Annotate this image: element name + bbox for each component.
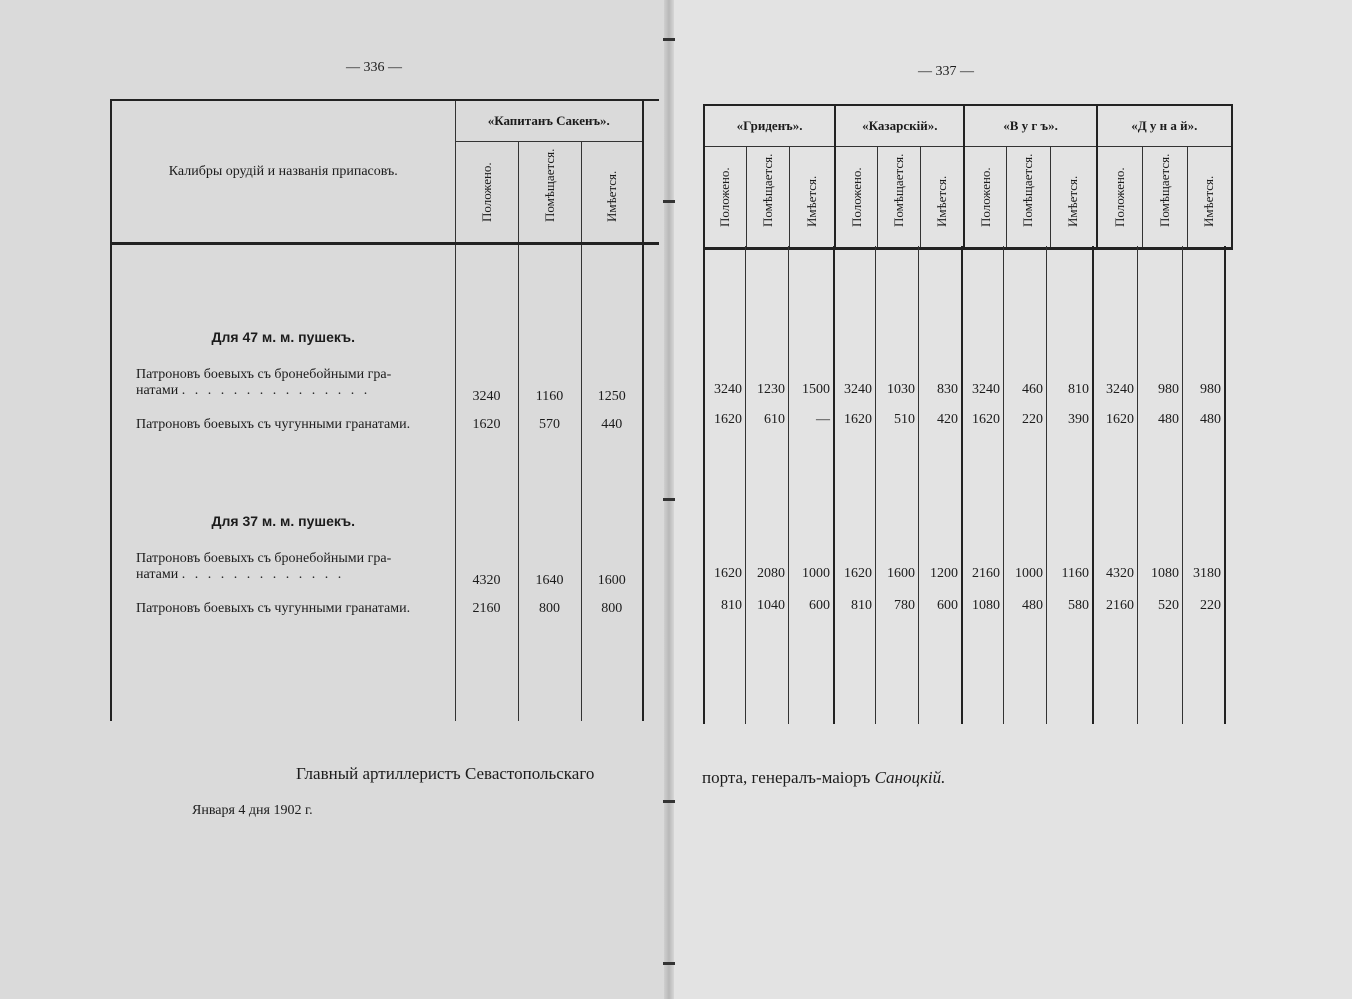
value-cell: 440 <box>581 405 643 437</box>
col-label <box>921 147 963 247</box>
col-label-text: Положено. <box>1111 167 1127 227</box>
value-cell: 3180 <box>1193 566 1221 581</box>
value-cell: 1000 <box>1015 566 1043 581</box>
value-cell: 520 <box>1158 598 1179 613</box>
value-cell: 1500 <box>802 382 830 397</box>
value-cell: 810 <box>851 598 872 613</box>
col-label-text: Положено. <box>848 167 864 227</box>
value-cell: 2080 <box>757 566 785 581</box>
col-label-imeetsya: Имѣется. <box>603 170 619 222</box>
col-label-text: Имѣется. <box>804 175 820 227</box>
table-column <box>1182 246 1226 724</box>
value-cell: 4320 <box>455 537 518 589</box>
col-label <box>1188 147 1231 247</box>
row-label: Патроновъ боевыхъ съ чугунными гранатами. <box>111 589 455 621</box>
value-cell: 830 <box>937 382 958 397</box>
value-cell: 220 <box>1022 412 1043 427</box>
value-cell: 1080 <box>972 598 1000 613</box>
left-table <box>110 99 659 721</box>
value-cell: 510 <box>894 412 915 427</box>
ship-header: «В у г ъ». <box>964 105 1096 147</box>
value-cell: 1160 <box>1061 566 1089 581</box>
col-label <box>1051 147 1096 247</box>
col-label <box>747 147 789 247</box>
row-label: Патроновъ боевыхъ съ чугунными гранатами. <box>111 405 455 437</box>
col-label <box>790 147 834 247</box>
value-cell: 580 <box>1068 598 1089 613</box>
value-cell: 1230 <box>757 382 785 397</box>
col-label-pomeshchaetsya: Помѣщается. <box>541 148 557 222</box>
value-cell: 800 <box>518 589 581 621</box>
value-cell: 980 <box>1158 382 1179 397</box>
value-cell: 220 <box>1200 598 1221 613</box>
value-cell: 980 <box>1200 382 1221 397</box>
right-table <box>703 104 1233 250</box>
col-label <box>878 147 920 247</box>
col-label-text: Положено. <box>977 167 993 227</box>
table-row <box>111 537 659 589</box>
value-cell: 3240 <box>455 353 518 405</box>
footer-name: Саноцкій. <box>874 768 946 787</box>
footer-signature-right <box>702 768 945 788</box>
col-label-polozheno: Положено. <box>478 162 494 222</box>
value-cell: 390 <box>1068 412 1089 427</box>
value-cell: 1040 <box>757 598 785 613</box>
value-cell: 480 <box>1022 598 1043 613</box>
table-column <box>1046 246 1092 724</box>
col-label-text: Помѣщается. <box>891 153 907 227</box>
row-label: Патроновъ боевыхъ съ бронебойными гра- <box>136 367 392 382</box>
col-label <box>836 147 877 247</box>
value-cell: 1080 <box>1151 566 1179 581</box>
page-number-left: — 336 — <box>346 60 402 75</box>
col-label <box>1143 147 1187 247</box>
col-label-text: Положено. <box>717 167 733 227</box>
value-cell: 2160 <box>455 589 518 621</box>
col-label-text: Имѣется. <box>934 175 950 227</box>
leader-dots: . . . . . . . . . . . . . . . <box>181 383 371 398</box>
ship-header: «Казарскій». <box>835 105 964 147</box>
caliber-header: Калибры орудій и названія припасовъ. <box>111 100 455 244</box>
table-column <box>918 246 961 724</box>
value-cell: 1000 <box>802 566 830 581</box>
table-column <box>745 246 788 724</box>
section-title: Для 37 м. м. пушекъ. <box>111 437 455 537</box>
value-cell: 3240 <box>1106 382 1134 397</box>
binding-stitch <box>663 498 675 501</box>
ship-header-saken: «Капитанъ Сакенъ». <box>455 100 643 142</box>
value-cell: 1250 <box>581 353 643 405</box>
value-cell: 1600 <box>887 566 915 581</box>
col-label <box>705 147 746 247</box>
value-cell: 810 <box>1068 382 1089 397</box>
row-label-cont: натами <box>136 567 179 582</box>
value-cell: 460 <box>1022 382 1043 397</box>
value-cell: 1620 <box>1106 412 1134 427</box>
value-cell: 600 <box>809 598 830 613</box>
table-column <box>961 246 1003 724</box>
table-column <box>875 246 918 724</box>
value-cell: 1620 <box>714 566 742 581</box>
date-line: Января 4 дня 1902 г. <box>192 803 313 818</box>
value-cell: 1030 <box>887 382 915 397</box>
value-cell: — <box>816 412 830 427</box>
table-row <box>111 405 659 437</box>
table-column <box>788 246 833 724</box>
binding-stitch <box>663 962 675 965</box>
value-cell: 1620 <box>844 566 872 581</box>
table-row <box>111 353 659 405</box>
value-cell: 610 <box>764 412 785 427</box>
table-column <box>1003 246 1046 724</box>
col-label-text: Имѣется. <box>1065 175 1081 227</box>
table-column <box>833 246 875 724</box>
value-cell: 810 <box>721 598 742 613</box>
value-cell: 1640 <box>518 537 581 589</box>
binding-stitch <box>663 200 675 203</box>
col-label-text: Помѣщается. <box>1020 153 1036 227</box>
footer-signature-left: Главный артиллеристъ Севастопольскаго <box>296 764 595 783</box>
section-title: Для 47 м. м. пушекъ. <box>111 244 455 354</box>
value-cell: 2160 <box>1106 598 1134 613</box>
value-cell: 1200 <box>930 566 958 581</box>
table-column <box>1137 246 1182 724</box>
page-number-right: — 337 — <box>918 64 974 79</box>
value-cell: 480 <box>1200 412 1221 427</box>
value-cell: 1160 <box>518 353 581 405</box>
value-cell: 1600 <box>581 537 643 589</box>
col-label-text: Помѣщается. <box>1156 153 1172 227</box>
col-label <box>1007 147 1049 247</box>
value-cell: 1620 <box>844 412 872 427</box>
value-cell: 1620 <box>455 405 518 437</box>
table-column <box>703 246 745 724</box>
value-cell: 600 <box>937 598 958 613</box>
ship-header: «Д у н а й». <box>1097 105 1232 147</box>
table-column <box>1092 246 1137 724</box>
row-label: Патроновъ боевыхъ съ бронебойными гра- <box>136 551 392 566</box>
leader-dots: . . . . . . . . . . . . . <box>181 567 345 582</box>
value-cell: 780 <box>894 598 915 613</box>
col-label-text: Помѣщается. <box>760 153 776 227</box>
value-cell: 2160 <box>972 566 1000 581</box>
value-cell: 800 <box>581 589 643 621</box>
value-cell: 3240 <box>972 382 1000 397</box>
value-cell: 420 <box>937 412 958 427</box>
value-cell: 570 <box>518 405 581 437</box>
binding-stitch <box>663 38 675 41</box>
right-table-body <box>703 246 1233 726</box>
col-label <box>1098 147 1142 247</box>
table-row <box>111 589 659 621</box>
value-cell: 3240 <box>714 382 742 397</box>
value-cell: 1620 <box>972 412 1000 427</box>
ship-header: «Гриденъ». <box>704 105 835 147</box>
value-cell: 3240 <box>844 382 872 397</box>
value-cell: 480 <box>1158 412 1179 427</box>
binding-stitch <box>663 800 675 803</box>
row-label-cont: натами <box>136 383 179 398</box>
value-cell: 4320 <box>1106 566 1134 581</box>
footer-title: порта, генералъ-маіоръ <box>702 768 871 787</box>
value-cell: 1620 <box>714 412 742 427</box>
col-label <box>965 147 1006 247</box>
col-label-text: Имѣется. <box>1201 175 1217 227</box>
